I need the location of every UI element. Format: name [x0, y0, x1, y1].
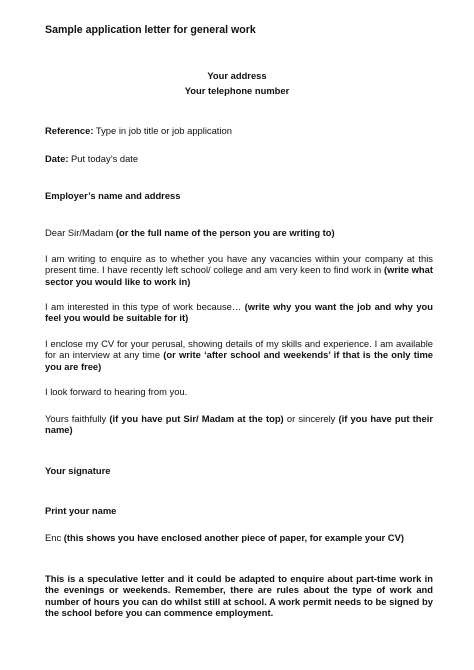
page-title: Sample application letter for general work	[45, 24, 256, 36]
date-label: Date:	[45, 153, 69, 164]
enclosure-line	[45, 532, 433, 543]
closing-text-sincerely: or sincerely	[283, 413, 339, 424]
reference-line	[45, 125, 433, 136]
paragraph-cv	[45, 338, 433, 372]
sender-address: Your address	[207, 70, 267, 81]
sender-telephone: Your telephone number	[184, 85, 290, 96]
paragraph-interest	[45, 301, 433, 324]
date-text: Put today’s date	[68, 153, 139, 164]
salutation-text: Dear Sir/Madam	[45, 227, 116, 238]
reference-label: Reference:	[45, 125, 94, 136]
print-name-line: Print your name	[45, 505, 117, 516]
salutation	[45, 227, 433, 238]
paragraph-enquiry-text: I am writing to enquire as to whether you have any vacancies within your company at this present time. I have recently left school/ college and am very keen to find work in	[45, 253, 433, 276]
paragraph-cv-text: I enclose my CV for your perusal, showing details of my skills and experience. I am available for an interview at any time	[45, 338, 433, 361]
paragraph-interest-text: I am interested in this type of work because…	[45, 301, 245, 312]
paragraph-enquiry	[45, 253, 433, 287]
reference-text: Type in job title or job application	[93, 125, 232, 136]
employer-line: Employer’s name and address	[45, 190, 181, 201]
paragraph-enquiry-note: (write what sector you would like to work in)	[45, 264, 433, 287]
enclosure-text: Enc	[45, 532, 64, 543]
paragraph-interest-note: (write why you want the job and why you feel you would be suitable for it)	[45, 301, 433, 324]
closing-text-faithfully: Yours faithfully	[45, 413, 110, 424]
date-line	[45, 153, 433, 164]
closing-line	[45, 413, 433, 436]
paragraph-cv-note: (or write ‘after school and weekends’ if that is the only time you are free)	[45, 349, 433, 372]
paragraph-closing-remark: I look forward to hearing from you.	[45, 386, 188, 397]
signature-line: Your signature	[45, 465, 111, 476]
closing-note-name: (if you have put their name)	[45, 413, 433, 436]
salutation-note: (or the full name of the person you are writing to)	[115, 227, 335, 238]
footer-note: This is a speculative letter and it could be adapted to enquire about part-time work in the evenings or weekends. Remember, there are rules about the type of work and number of hours you can do whilst still at school. A work permit needs to be signed by the school before you can commence employment.	[45, 573, 433, 619]
closing-note-sir-madam: (if you have put Sir/ Madam at the top)	[109, 413, 284, 424]
enclosure-note: (this shows you have enclosed another piece of paper, for example your CV)	[63, 532, 404, 543]
